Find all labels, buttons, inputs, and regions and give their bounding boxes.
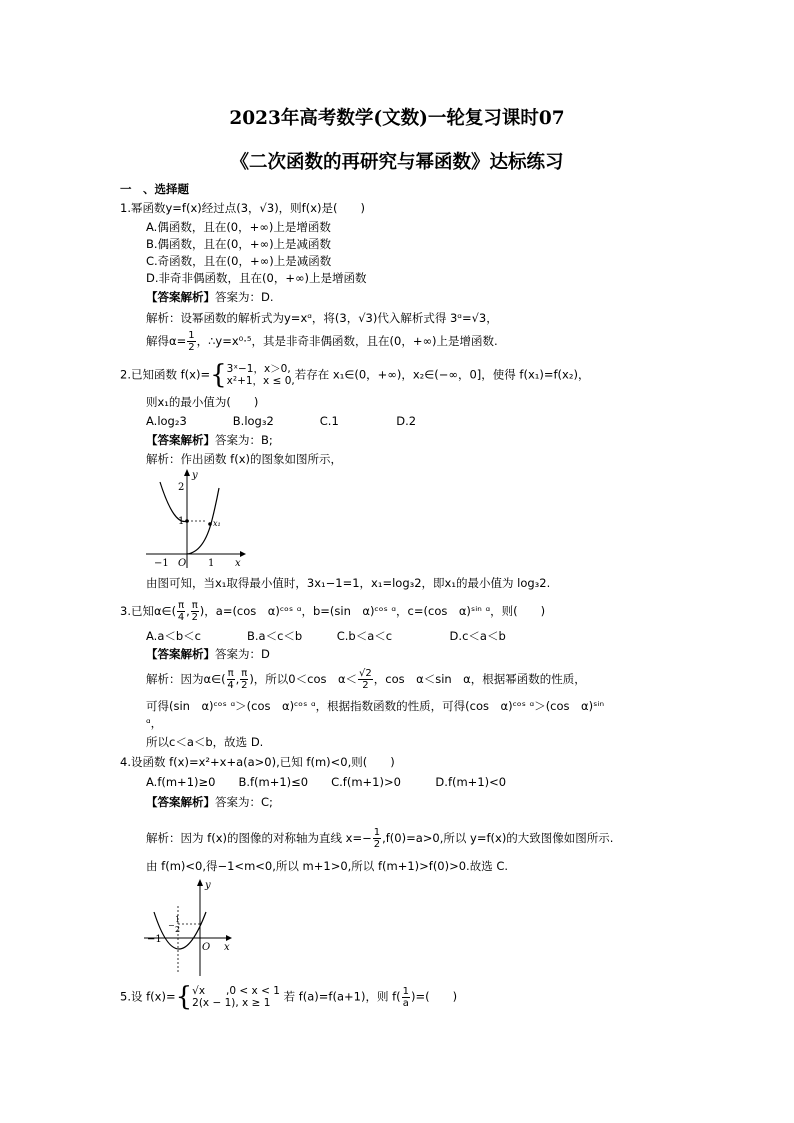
text: 若存在 x₁∈(0，+∞)，x₂∈(−∞，0]，使得 f(x₁)=f(x₂)， [294,367,590,382]
q1-solution-2 [146,330,498,353]
q2-solution-1: 解析：作出函数 f(x)的图象如图所示， [146,452,342,466]
fraction [191,600,199,623]
q2-options: A.log₂3 B.log₃2 C.1 D.2 [146,414,417,428]
axis-label-x: x [235,558,241,569]
text: 解析：因为α∈( [146,672,226,686]
denominator: a [402,997,409,1009]
case-1: √x ,0 < x < 1 [192,985,280,997]
q5-stem [120,982,458,1012]
denominator: 2 [241,680,248,691]
text: )，a=(cos α)ᶜᵒˢ ᵅ，b=(sin α)ᶜᵒˢ ᵅ，c=(cos α)ˢⁱⁿ ᵅ，则( ) [199,604,546,618]
axis-label-y: y [205,880,211,891]
tick-label-minus-one: −1 [147,934,162,945]
answer-label: 【答案解析】 [146,290,215,304]
numerator: π [178,600,185,611]
q3-solution-1: 解析：因为α∈( $\frac{\pi}{4}$ , $\frac{\pi}{2}$ )，所以0＜cos α＜ $\frac{√2}{2}$ ，cos α＜sin α，根据幂函数的性质， [146,668,586,691]
text: 2.已知函数 f(x)= [120,367,211,382]
tick-label-one-x: 1 [208,558,215,569]
brace: { [210,360,227,390]
q3-stem: 3.已知α∈( $\frac{\pi}{4}$ , $\frac{\pi}{2}$ )，a=(cos α)ᶜᵒˢ ᵅ，b=(sin α)ᶜᵒˢ ᵅ，c=(cos α)ˢⁱⁿ ᵅ，则( ) [120,600,546,623]
section-heading: 一 、选择题 [120,182,189,196]
answer-text: 答案为：D. [215,290,274,304]
text: 若 f(a)=f(a+1)，则 f( [283,989,401,1004]
denominator: 2 [191,612,198,623]
q3-solution-3: ᵅ， [146,716,163,730]
fraction [240,668,248,691]
text: 5.设 f(x)= [120,989,176,1004]
numerator: √2 [359,668,372,679]
case-1: 3ˣ−1，x＞0, [226,363,291,375]
q1-option-a: A.偶函数，且在(0，+∞)上是增函数 [146,220,331,234]
origin-label: O [178,558,187,569]
q2-solution-2: 由图可知，当x₁取得最小值时，3x₁−1=1，x₁=log₃2，即x₁的最小值为 log₃2. [146,576,551,590]
q4-stem: 4.设函数 f(x)=x²+x+a(a>0),已知 f(m)<0,则( ) [120,755,395,769]
tick-label-half-num: 1 [175,915,181,924]
q4-solution-2: 由 f(m)<0,得−1<m<0,所以 m+1>0,所以 f(m+1)>f(0)>0.故选 C. [146,859,509,873]
answer-text: 答案为：B; [215,433,273,447]
fraction [402,986,410,1009]
numerator: π [227,668,234,679]
numerator: 1 [188,330,195,341]
text: ，cos α＜sin α，根据幂函数的性质， [373,672,586,686]
text: 解析：因为 f(x)的图像的对称轴为直线 x=− [146,831,372,845]
axis-label-x: x [224,942,230,953]
fraction [358,668,373,691]
text: )=( ) [411,989,458,1004]
origin-label: O [202,942,211,953]
numerator: 1 [373,827,381,838]
fraction [227,668,235,691]
tick-label-minus-one: −1 [154,558,169,569]
tick-label-minus-sign: − [168,921,175,930]
q3-options: A.a＜b＜c B.a＜c＜b C.b＜a＜c D.c＜a＜b [146,629,506,643]
denominator: 4 [177,612,185,623]
answer-label: 【答案解析】 [146,647,215,661]
piecewise [192,985,280,1009]
denominator: 2 [373,839,381,850]
denominator: 2 [188,342,195,353]
q1-option-b: B.偶函数，且在(0，+∞)上是减函数 [146,237,332,251]
q4-solution-1 [146,827,613,850]
tick-label-one-y: 1 [178,516,185,527]
q2-stem [120,360,590,390]
text: )，所以0＜cos α＜ [249,672,358,686]
q4-graph [144,876,236,976]
fraction [187,330,195,353]
piecewise [227,363,295,387]
denominator: 2 [362,680,369,691]
tick-label-two-y: 2 [178,482,185,493]
fraction [177,600,185,623]
text: 3.已知α∈( [120,604,177,618]
q1-answer [146,289,274,305]
brace: { [175,982,193,1012]
q3-solution-2: 可得(sin α)ᶜᵒˢ ᵅ＞(cos α)ᶜᵒˢ ᵅ，根据指数函数的性质，可得(cos α)ᶜᵒˢ ᵅ＞(cos α)ˢⁱⁿ [146,699,605,713]
tick-label-half-den: 2 [175,925,181,934]
text: 解得α= [146,334,187,348]
text: ，∴y=x⁰·⁵，其是非奇非偶函数，且在(0，+∞)上是增函数. [196,334,498,348]
case-2: 2(x − 1), x ≥ 1 [192,997,271,1009]
numerator: 1 [402,985,410,997]
text: ,f(0)=a>0,所以 y=f(x)的大致图像如图所示. [382,831,614,845]
case-2: x²+1，x ≤ 0, [226,375,295,387]
q1-option-c: C.奇函数，且在(0，+∞)上是减函数 [146,254,332,268]
q2-stem-2: 则x₁的最小值为( ) [146,395,259,409]
q3-answer [146,646,270,662]
q1-solution-1: 解析：设幂函数的解析式为y=xᵅ，将(3，√3)代入解析式得 3ᵅ=√3， [146,311,498,325]
q3-solution-4: 所以c＜a＜b，故选 D. [146,735,264,749]
q1-option-d: D.非奇非偶函数，且在(0，+∞)上是增函数 [146,271,367,285]
q2-graph [146,466,246,570]
answer-label: 【答案解析】 [146,795,215,809]
answer-text: 答案为：D [215,647,270,661]
axis-label-y: y [192,470,198,481]
numerator: π [191,600,198,611]
numerator: π [241,668,248,679]
fraction [373,827,381,850]
denominator: 4 [227,680,234,691]
point-label-x1: x₁ [213,519,221,528]
q4-options: A.f(m+1)≥0 B.f(m+1)≤0 C.f(m+1)>0 D.f(m+1)<0 [146,775,507,789]
q1-stem: 1.幂函数y=f(x)经过点(3，√3)，则f(x)是( ) [120,201,365,215]
answer-label: 【答案解析】 [146,433,215,447]
doc-subtitle: 《二次函数的再研究与幂函数》达标练习 [230,152,564,173]
doc-title: 2023年高考数学(文数)一轮复习课时07 [229,108,565,129]
answer-text: 答案为：C; [215,795,273,809]
q2-answer [146,432,273,448]
q4-answer [146,794,273,810]
